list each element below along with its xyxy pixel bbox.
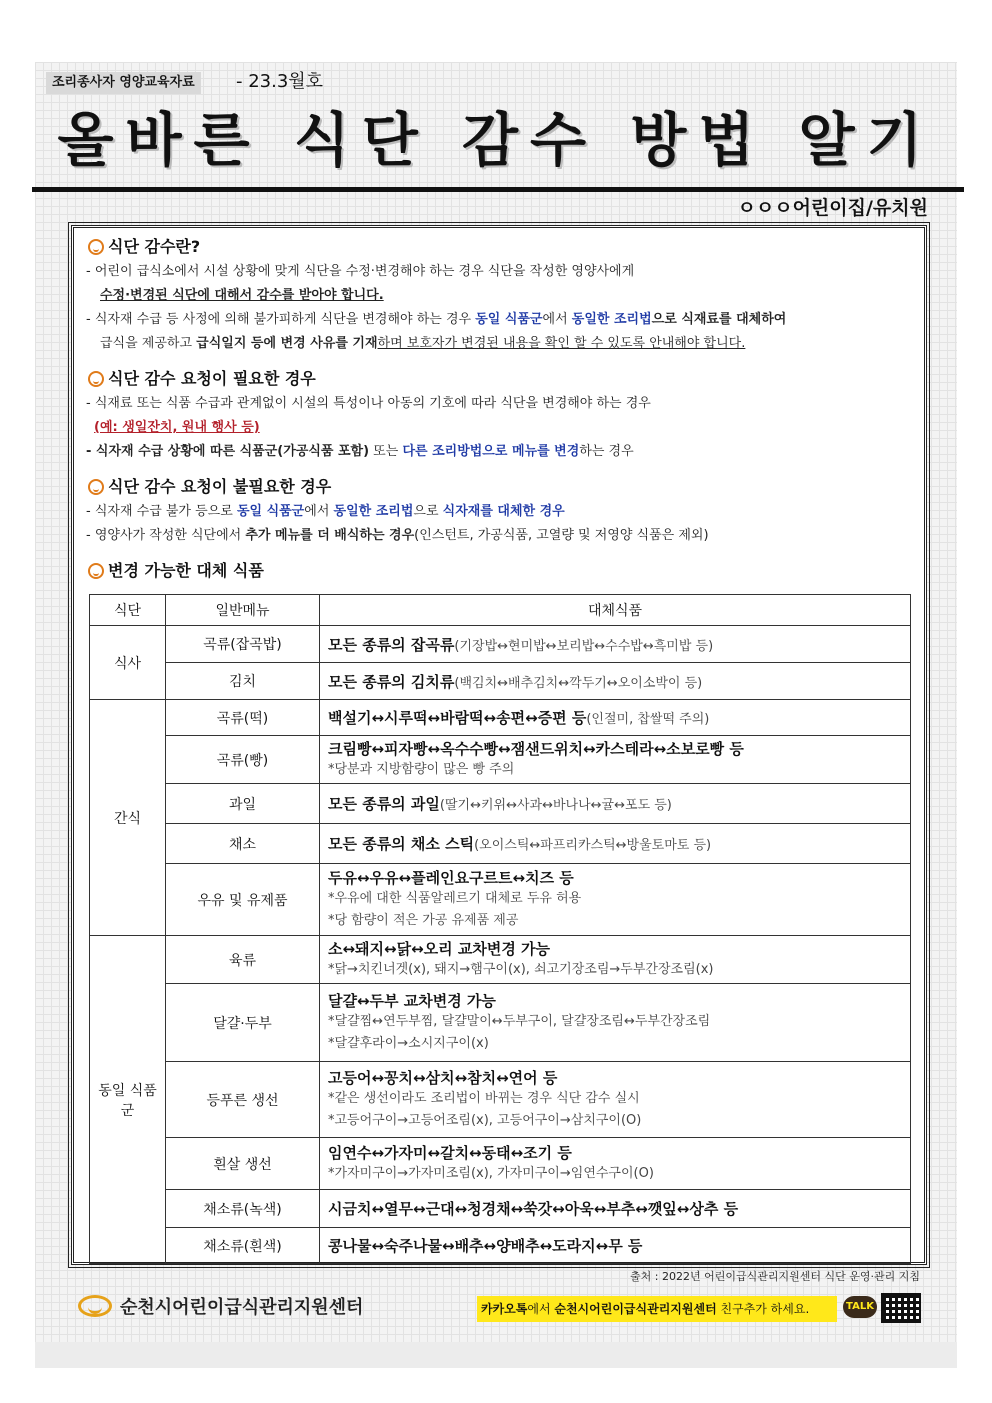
- table-row: [90, 824, 911, 864]
- menu-cell: 등푸른 생선: [166, 1062, 320, 1138]
- smile-icon: [88, 563, 104, 579]
- group-cell: 동일 식품군: [90, 936, 166, 1264]
- alt-cell: 크림빵↔피자빵↔옥수수빵↔잼샌드위치↔카스테라↔소보로빵 등 *당분과 지방함량이 많은 빵 주의: [320, 736, 911, 784]
- not-required-line-2: - 영양사가 작성한 식단에서 추가 메뉴를 더 배식하는 경우(인스턴트, 가공식품, 고열량 및 저영양 식품은 제외): [86, 528, 709, 543]
- smile-icon: [88, 239, 104, 255]
- table-row: [90, 700, 911, 736]
- table-header: 식단: [90, 595, 166, 626]
- required-line-1: - 식재료 또는 식품 수급과 관계없이 시설의 특성이나 아동의 기호에 따라 식단을 변경해야 하는 경우: [86, 396, 651, 411]
- menu-cell: 육류: [166, 936, 320, 984]
- what-line-3: - 식자재 수급 등 사정에 의해 불가피하게 식단을 변경해야 하는 경우 동일 식품군에서 동일한 조리법으로 식재료를 대체하여: [86, 312, 787, 327]
- table-row: [90, 663, 911, 700]
- alt-cell: 모든 종류의 채소 스틱(오이스틱↔파프리카스틱↔방울토마토 등): [320, 824, 911, 864]
- table-header: 대체식품: [320, 595, 911, 626]
- section-heading-alternatives: 변경 가능한 대체 식품: [88, 560, 264, 582]
- title-divider: [32, 187, 964, 192]
- menu-cell: 우유 및 유제품: [166, 864, 320, 936]
- alternatives-table: [89, 594, 911, 1264]
- table-header: 일반메뉴: [166, 595, 320, 626]
- what-line-1: - 어린이 급식소에서 시설 상황에 맞게 식단을 수정·변경해야 하는 경우 식단을 작성한 영양사에게: [86, 264, 635, 279]
- alt-cell: 두유↔우유↔플레인요구르트↔치즈 등 *우유에 대한 식품알레르기 대체로 두유 허용 *당 함량이 적은 가공 유제품 제공: [320, 864, 911, 936]
- kakao-talk-icon[interactable]: TALK: [843, 1296, 877, 1318]
- section-heading-what: 식단 감수란?: [88, 236, 200, 258]
- alt-cell: 모든 종류의 잡곡류(기장밥↔현미밥↔보리밥↔수수밥↔흑미밥 등): [320, 626, 911, 663]
- menu-cell: 흰살 생선: [166, 1138, 320, 1190]
- smile-icon: [88, 479, 104, 495]
- what-line-4: 급식을 제공하고 급식일지 등에 변경 사유를 기재하며 보호자가 변경된 내용을 확인 할 수 있도록 안내해야 합니다.: [100, 336, 746, 351]
- doc-category-tag: 조리종사자 영양교육자료: [46, 72, 201, 94]
- group-cell: 간식: [90, 700, 166, 936]
- table-row: [90, 736, 911, 784]
- table-row: [90, 626, 911, 663]
- qr-code-icon[interactable]: [881, 1293, 921, 1323]
- source-note: 출처 : 2022년 어린이급식관리지원센터 식단 운영·관리 지침: [630, 1270, 920, 1283]
- alt-cell: 모든 종류의 과일(딸기↔키위↔사과↔바나나↔귤↔포도 등): [320, 784, 911, 824]
- alt-cell: 시금치↔열무↔근대↔청경채↔쑥갓↔아욱↔부추↔깻잎↔상추 등: [320, 1190, 911, 1228]
- alt-cell: 백설기↔시루떡↔바람떡↔송편↔증편 등(인절미, 찹쌀떡 주의): [320, 700, 911, 736]
- content-card: [71, 225, 927, 1265]
- alt-cell: 고등어↔꽁치↔삼치↔참치↔연어 등 *같은 생선이라도 조리법이 바뀌는 경우 식단 감수 실시 *고등어구이→고등어조림(x), 고등어구이→삼치구이(O): [320, 1062, 911, 1138]
- smile-icon: [88, 371, 104, 387]
- menu-cell: 곡류(잡곡밥): [166, 626, 320, 663]
- menu-cell: 과일: [166, 784, 320, 824]
- table-row: [90, 784, 911, 824]
- not-required-line-1: - 식자재 수급 불가 등으로 동일 식품군에서 동일한 조리법으로 식자재를 대체한 경우: [86, 504, 565, 519]
- menu-cell: 곡류(떡): [166, 700, 320, 736]
- alt-cell: 소↔돼지↔닭↔오리 교차변경 가능 *닭→치킨너겟(x), 돼지→햄구이(x), 쇠고기장조림→두부간장조림(x): [320, 936, 911, 984]
- section-heading-required: 식단 감수 요청이 필요한 경우: [88, 368, 316, 390]
- menu-cell: 곡류(빵): [166, 736, 320, 784]
- table-row: [90, 1190, 911, 1228]
- what-line-2: 수정·변경된 식단에 대해서 감수를 받아야 합니다.: [100, 288, 384, 303]
- table-row: [90, 1228, 911, 1264]
- table-row: [90, 1062, 911, 1138]
- section-heading-not-required: 식단 감수 요청이 불필요한 경우: [88, 476, 331, 498]
- organization-name: ㅇㅇㅇ어린이집/유치원: [737, 197, 928, 219]
- alt-cell: 임연수↔가자미↔갈치↔동태↔조기 등 *가자미구이→가자미조림(x), 가자미구이→임연수구이(O): [320, 1138, 911, 1190]
- table-header-row: [90, 595, 911, 626]
- table-row: [90, 984, 911, 1062]
- alt-cell: 모든 종류의 김치류(백김치↔배추김치↔깍두기↔오이소박이 등): [320, 663, 911, 700]
- alt-cell: 콩나물↔숙주나물↔배추↔양배추↔도라지↔무 등: [320, 1228, 911, 1264]
- kakao-banner[interactable]: 카카오톡에서 순천시어린이급식관리지원센터 친구추가 하세요.: [477, 1296, 837, 1322]
- menu-cell: 채소: [166, 824, 320, 864]
- table-row: [90, 864, 911, 936]
- menu-cell: 채소류(흰색): [166, 1228, 320, 1264]
- alt-cell: 달걀↔두부 교차변경 가능 *달걀찜↔연두부찜, 달걀말이↔두부구이, 달걀장조림↔두부간장조림 *달걀후라이→소시지구이(x): [320, 984, 911, 1062]
- issue-number: - 23.3월호: [236, 71, 324, 92]
- page-title: 올바른 식단 감수 방법 알기: [57, 106, 935, 174]
- menu-cell: 김치: [166, 663, 320, 700]
- required-line-2: (예: 생일잔치, 원내 행사 등): [94, 420, 260, 435]
- smile-logo-icon: [78, 1295, 112, 1317]
- group-cell: 식사: [90, 626, 166, 700]
- center-logo: 순천시어린이급식관리지원센터: [78, 1293, 363, 1319]
- menu-cell: 채소류(녹색): [166, 1190, 320, 1228]
- table-row: [90, 936, 911, 984]
- menu-cell: 달걀·두부: [166, 984, 320, 1062]
- required-line-3: - 식자재 수급 상황에 따른 식품군(가공식품 포함) 또는 다른 조리방법으로 메뉴를 변경하는 경우: [86, 444, 634, 459]
- table-row: [90, 1138, 911, 1190]
